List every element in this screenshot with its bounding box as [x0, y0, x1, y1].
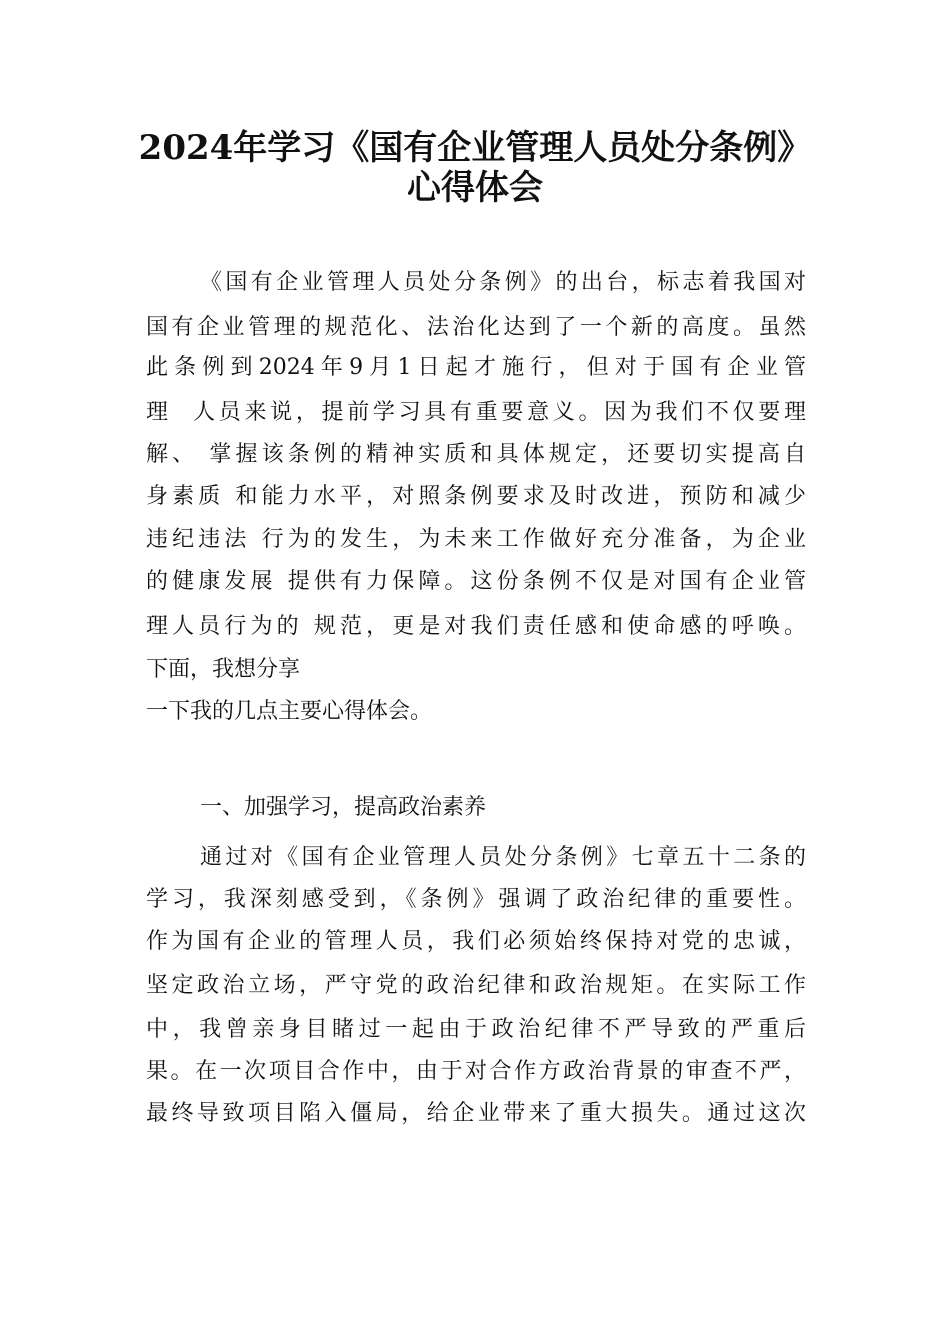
intro-line: 《国有企业管理人员处分条例》的出台，标志着我国对 — [200, 270, 806, 295]
intro-line: 下面，我想分享 — [146, 657, 301, 682]
body-line: 作为国有企业的管理人员，我们必须始终保持对党的忠诚， — [146, 929, 806, 954]
intro-line: 身素质 和能力水平，对照条例要求及时改进，预防和减少 — [146, 484, 806, 509]
section-heading: 一、加强学习，提高政治素养 — [200, 795, 487, 820]
document-title-line-2: 心得体会 — [407, 168, 543, 208]
body-line: 果。在一次项目合作中，由于对合作方政治背景的审查不严， — [146, 1059, 806, 1084]
body-line: 中，我曾亲身目睹过一起由于政治纪律不严导致的严重后 — [146, 1017, 806, 1042]
intro-line: 国有企业管理的规范化、法治化达到了一个新的高度。虽然 — [146, 315, 806, 340]
body-line: 学习，我深刻感受到，《条例》强调了政治纪律的重要性。 — [146, 887, 806, 912]
intro-line: 的健康发展 提供有力保障。这份条例不仅是对国有企业管 — [146, 569, 806, 594]
intro-line: 一下我的几点主要心得体会。 — [146, 699, 433, 724]
intro-line: 违纪违法 行为的发生，为未来工作做好充分准备，为企业 — [146, 527, 806, 552]
document-title-line-1: 2024年学习《国有企业管理人员处分条例》 — [138, 128, 812, 168]
intro-line: 理 人员来说，提前学习具有重要意义。因为我们不仅要理 — [146, 400, 806, 425]
body-line: 通过对《国有企业管理人员处分条例》七章五十二条的 — [200, 845, 806, 870]
body-line: 坚定政治立场，严守党的政治纪律和政治规矩。在实际工作 — [146, 973, 806, 998]
intro-line: 理人员行为的 规范，更是对我们责任感和使命感的呼唤。 — [146, 614, 806, 639]
intro-line: 解、 掌握该条例的精神实质和具体规定，还要切实提高自 — [146, 442, 806, 467]
body-line: 最终导致项目陷入僵局，给企业带来了重大损失。通过这次 — [146, 1101, 806, 1126]
intro-line: 此条例到2024年9月1日起才施行，但对于国有企业管 — [146, 355, 806, 380]
